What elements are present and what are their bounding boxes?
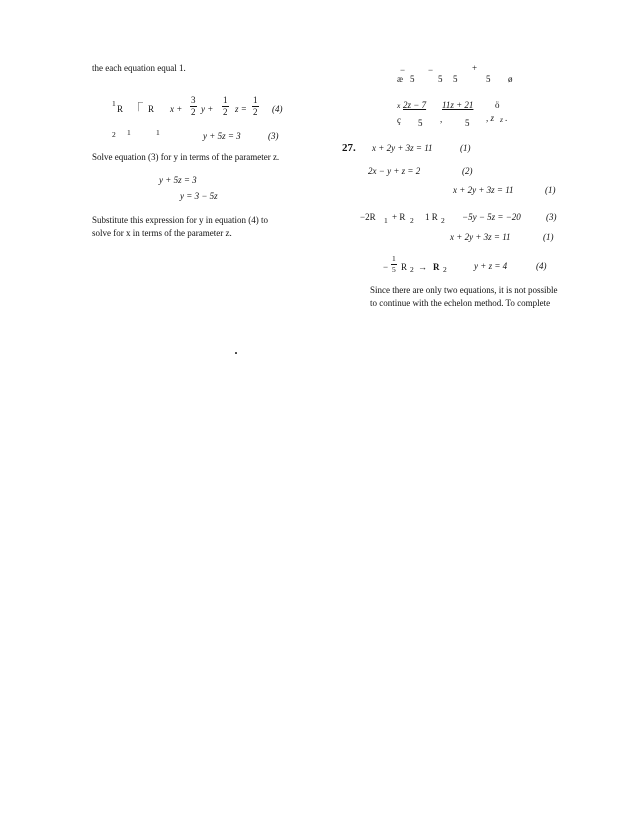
- row2-numerator-1: 2z − 7: [403, 100, 427, 110]
- op-corner-mark: ⎾: [134, 102, 144, 112]
- op1-sub3: 2: [441, 216, 445, 225]
- op1-arrow-r: 1 R: [425, 212, 438, 222]
- top-row-5d: 5: [486, 74, 491, 84]
- top-minus-2: −: [428, 65, 434, 75]
- op2-arrow: →: [418, 262, 427, 272]
- row2-numerator-2: 11z + 21: [442, 100, 474, 110]
- top-minus-1: −: [400, 65, 406, 75]
- eq4-fraction-2: [222, 96, 229, 117]
- solve-equation-2: y = 3 − 5z: [180, 191, 218, 201]
- row3-comma-z: , z: [486, 113, 495, 123]
- op1-sub1: 1: [384, 216, 388, 225]
- stray-dot: [235, 352, 237, 354]
- op-r-label: R: [117, 104, 124, 114]
- eq4-x-term: x +: [170, 104, 183, 114]
- op2-sub: 2: [410, 265, 414, 274]
- since-line-1: Since there are only two equations, it is not possible: [370, 285, 558, 295]
- eq4-fraction-3: [252, 96, 259, 117]
- p27-eq2: 2x − y + z = 2: [368, 166, 421, 176]
- op-r2-label: R: [148, 104, 155, 114]
- row2-bracket: ö: [495, 100, 500, 110]
- eq4-z-term: z =: [235, 104, 247, 114]
- op2-r2: R: [433, 262, 440, 272]
- op2-fraction: [391, 255, 397, 273]
- eq3-text: y + 5z = 3: [203, 131, 241, 141]
- p27-eq4-tag: (3): [546, 212, 557, 222]
- p27-eq5: x + 2y + 3z = 11: [450, 232, 511, 242]
- eq4-tag: (4): [272, 104, 283, 114]
- top-row-bracket-right: ø: [508, 74, 513, 84]
- op2-num: 1: [392, 254, 396, 263]
- eq4-f2-num: 1: [223, 95, 228, 105]
- top-row-5c: 5: [453, 74, 458, 84]
- op-sub-2: 2: [112, 130, 116, 139]
- p27-eq5-tag: (1): [543, 232, 554, 242]
- row3-den-1: 5: [418, 118, 423, 128]
- op2-sub2: 2: [443, 265, 447, 274]
- eq4-y-term: y +: [201, 104, 214, 114]
- p27-eq6: y + z = 4: [474, 261, 508, 271]
- op2-r: R: [401, 262, 408, 272]
- row3-comma-1: ,: [440, 114, 443, 124]
- top-plus: +: [472, 63, 478, 73]
- top-row-bracket-left: æ: [397, 74, 404, 84]
- row3-den-2: 5: [465, 118, 470, 128]
- op2-den: 5: [392, 264, 396, 274]
- p27-eq3-tag: (1): [545, 185, 556, 195]
- top-row-5a: 5: [410, 74, 415, 84]
- intro-text: the each equation equal 1.: [92, 63, 186, 73]
- substitute-line-2: solve for x in terms of the parameter z.: [92, 228, 232, 238]
- problem-number: 27.: [342, 142, 356, 154]
- eq4-f1-den: 2: [191, 107, 196, 117]
- row3-z-sub: z: [500, 115, 503, 124]
- p27-eq6-tag: (4): [536, 261, 547, 271]
- row3-bracket: ç: [397, 115, 401, 125]
- op2-minus: −: [383, 262, 389, 272]
- p27-eq1-tag: (1): [460, 143, 471, 153]
- op1-sub2: 2: [410, 216, 414, 225]
- op-sub-1b: 1: [156, 128, 160, 137]
- top-row-5b: 5: [438, 74, 443, 84]
- eq4-f3-den: 2: [253, 107, 258, 117]
- row3-period: .: [505, 113, 508, 123]
- p27-eq3: x + 2y + 3z = 11: [453, 185, 514, 195]
- op1-plus-r: + R: [392, 212, 406, 222]
- since-line-2: to continue with the echelon method. To complete: [370, 298, 551, 308]
- eq4-f1-num: 3: [191, 95, 196, 105]
- solve-equation-1: y + 5z = 3: [159, 175, 197, 185]
- eq4-f2-den: 2: [223, 107, 228, 117]
- p27-eq2-tag: (2): [462, 166, 473, 176]
- substitute-line-1: Substitute this expression for y in equation (4) to: [92, 215, 268, 225]
- solve-instruction: Solve equation (3) for y in terms of the parameter z.: [92, 152, 280, 162]
- op-half-numerator: 1: [112, 99, 116, 108]
- op1-coef: −2R: [360, 212, 376, 222]
- eq4-fraction-1: [190, 96, 197, 117]
- eq4-f3-num: 1: [253, 95, 258, 105]
- row2-x: x: [397, 101, 401, 110]
- op-sub-1a: 1: [127, 128, 131, 137]
- eq3-tag: (3): [268, 131, 279, 141]
- p27-eq4: −5y − 5z = −20: [462, 212, 521, 222]
- p27-eq1: x + 2y + 3z = 11: [372, 143, 433, 153]
